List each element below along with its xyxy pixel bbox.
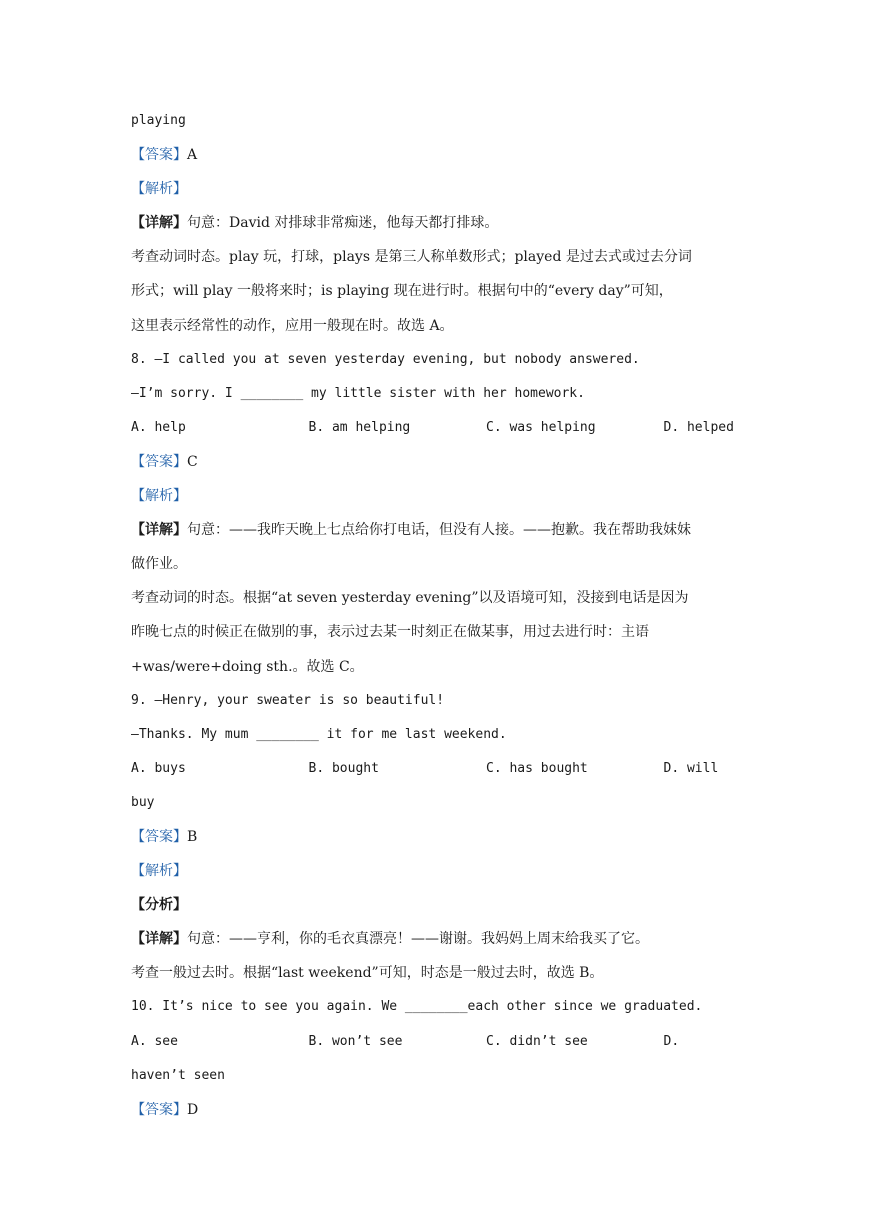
detail-text: 句意：——我昨天晚上七点给你打电话，但没有人接。——抱歉。我在帮助我妹妹 [187, 522, 691, 539]
option-d: D. will [663, 760, 719, 776]
question-line: —Thanks. My mum ________ it for me last weekend. [131, 726, 507, 742]
detail-line [131, 513, 741, 547]
analysis-tag: 【解析】 [131, 181, 187, 198]
text-line: 这里表示经常性的动作，应用一般现在时。故选 A。 [131, 317, 454, 334]
option-a: A. buys [131, 760, 186, 776]
option-b: B. won’t see [308, 1033, 403, 1049]
question-10: 10. It’s nice to see you again. We ________each other since we graduated. [131, 999, 703, 1015]
text-line: 考查动词时态。play 玩，打球，plays 是第三人称单数形式；played 是过去式或过去分词 [131, 249, 692, 266]
option-d: D. [663, 1033, 680, 1049]
detail-line [131, 206, 741, 240]
answer-line [131, 445, 741, 479]
option-a: A. help [131, 419, 186, 435]
answer-tag: 【答案】 [131, 147, 187, 164]
option-c: C. didn’t see [486, 1033, 588, 1049]
text-line: 做作业。 [131, 556, 187, 573]
answer-line [131, 138, 741, 172]
analysis-tag: 【解析】 [131, 863, 187, 880]
answer-tag: 【答案】 [131, 453, 187, 470]
answer-value: D [187, 1101, 199, 1118]
detail-tag: 【详解】 [131, 215, 187, 232]
answer-value: C [187, 453, 198, 470]
options-row [131, 752, 741, 786]
question-line: —I’m sorry. I ________ my little sister with her homework. [131, 385, 585, 401]
option-b: B. am helping [308, 419, 411, 435]
document-page [131, 104, 741, 1127]
option-c: C. has bought [486, 760, 588, 776]
text-line: 考查动词的时态。根据“at seven yesterday evening”以及语境可知，没接到电话是因为 [131, 590, 689, 607]
text-line: +was/were+doing sth.。故选 C。 [131, 658, 364, 675]
option-wrap: buy [131, 794, 155, 810]
option-c: C. was helping [486, 419, 596, 435]
option-d: D. helped [663, 419, 734, 435]
text-line: 形式；will play 一般将来时；is playing 现在进行时。根据句中的“every day”可知， [131, 283, 673, 300]
option-a: A. see [131, 1033, 178, 1049]
option-wrap: haven’t seen [131, 1067, 225, 1083]
detail-tag: 【详解】 [131, 522, 187, 539]
text-line: 昨晚七点的时候正在做别的事，表示过去某一时刻正在做某事，用过去进行时：主语 [131, 624, 649, 641]
detail-tag: 【详解】 [131, 931, 187, 948]
analysis-tag: 【解析】 [131, 488, 187, 505]
text-line: 考查一般过去时。根据“last weekend”可知，时态是一般过去时，故选 B。 [131, 965, 604, 982]
answer-line [131, 820, 741, 854]
detail-text: 句意：David 对排球非常痴迷，他每天都打排球。 [187, 215, 499, 232]
detail-line [131, 922, 741, 956]
text-line: playing [131, 113, 186, 128]
question-8: 8. —I called you at seven yesterday evening, but nobody answered. [131, 351, 640, 367]
answer-line [131, 1093, 741, 1127]
answer-value: B [187, 828, 198, 845]
answer-value: A [187, 147, 198, 164]
detail-text: 句意：——亨利，你的毛衣真漂亮！——谢谢。我妈妈上周末给我买了它。 [187, 931, 649, 948]
option-b: B. bought [308, 760, 379, 776]
options-row [131, 411, 741, 445]
analysis-label: 【分析】 [131, 897, 187, 914]
question-9: 9. —Henry, your sweater is so beautiful! [131, 692, 445, 708]
answer-tag: 【答案】 [131, 1101, 187, 1118]
answer-tag: 【答案】 [131, 828, 187, 845]
options-row [131, 1025, 741, 1059]
